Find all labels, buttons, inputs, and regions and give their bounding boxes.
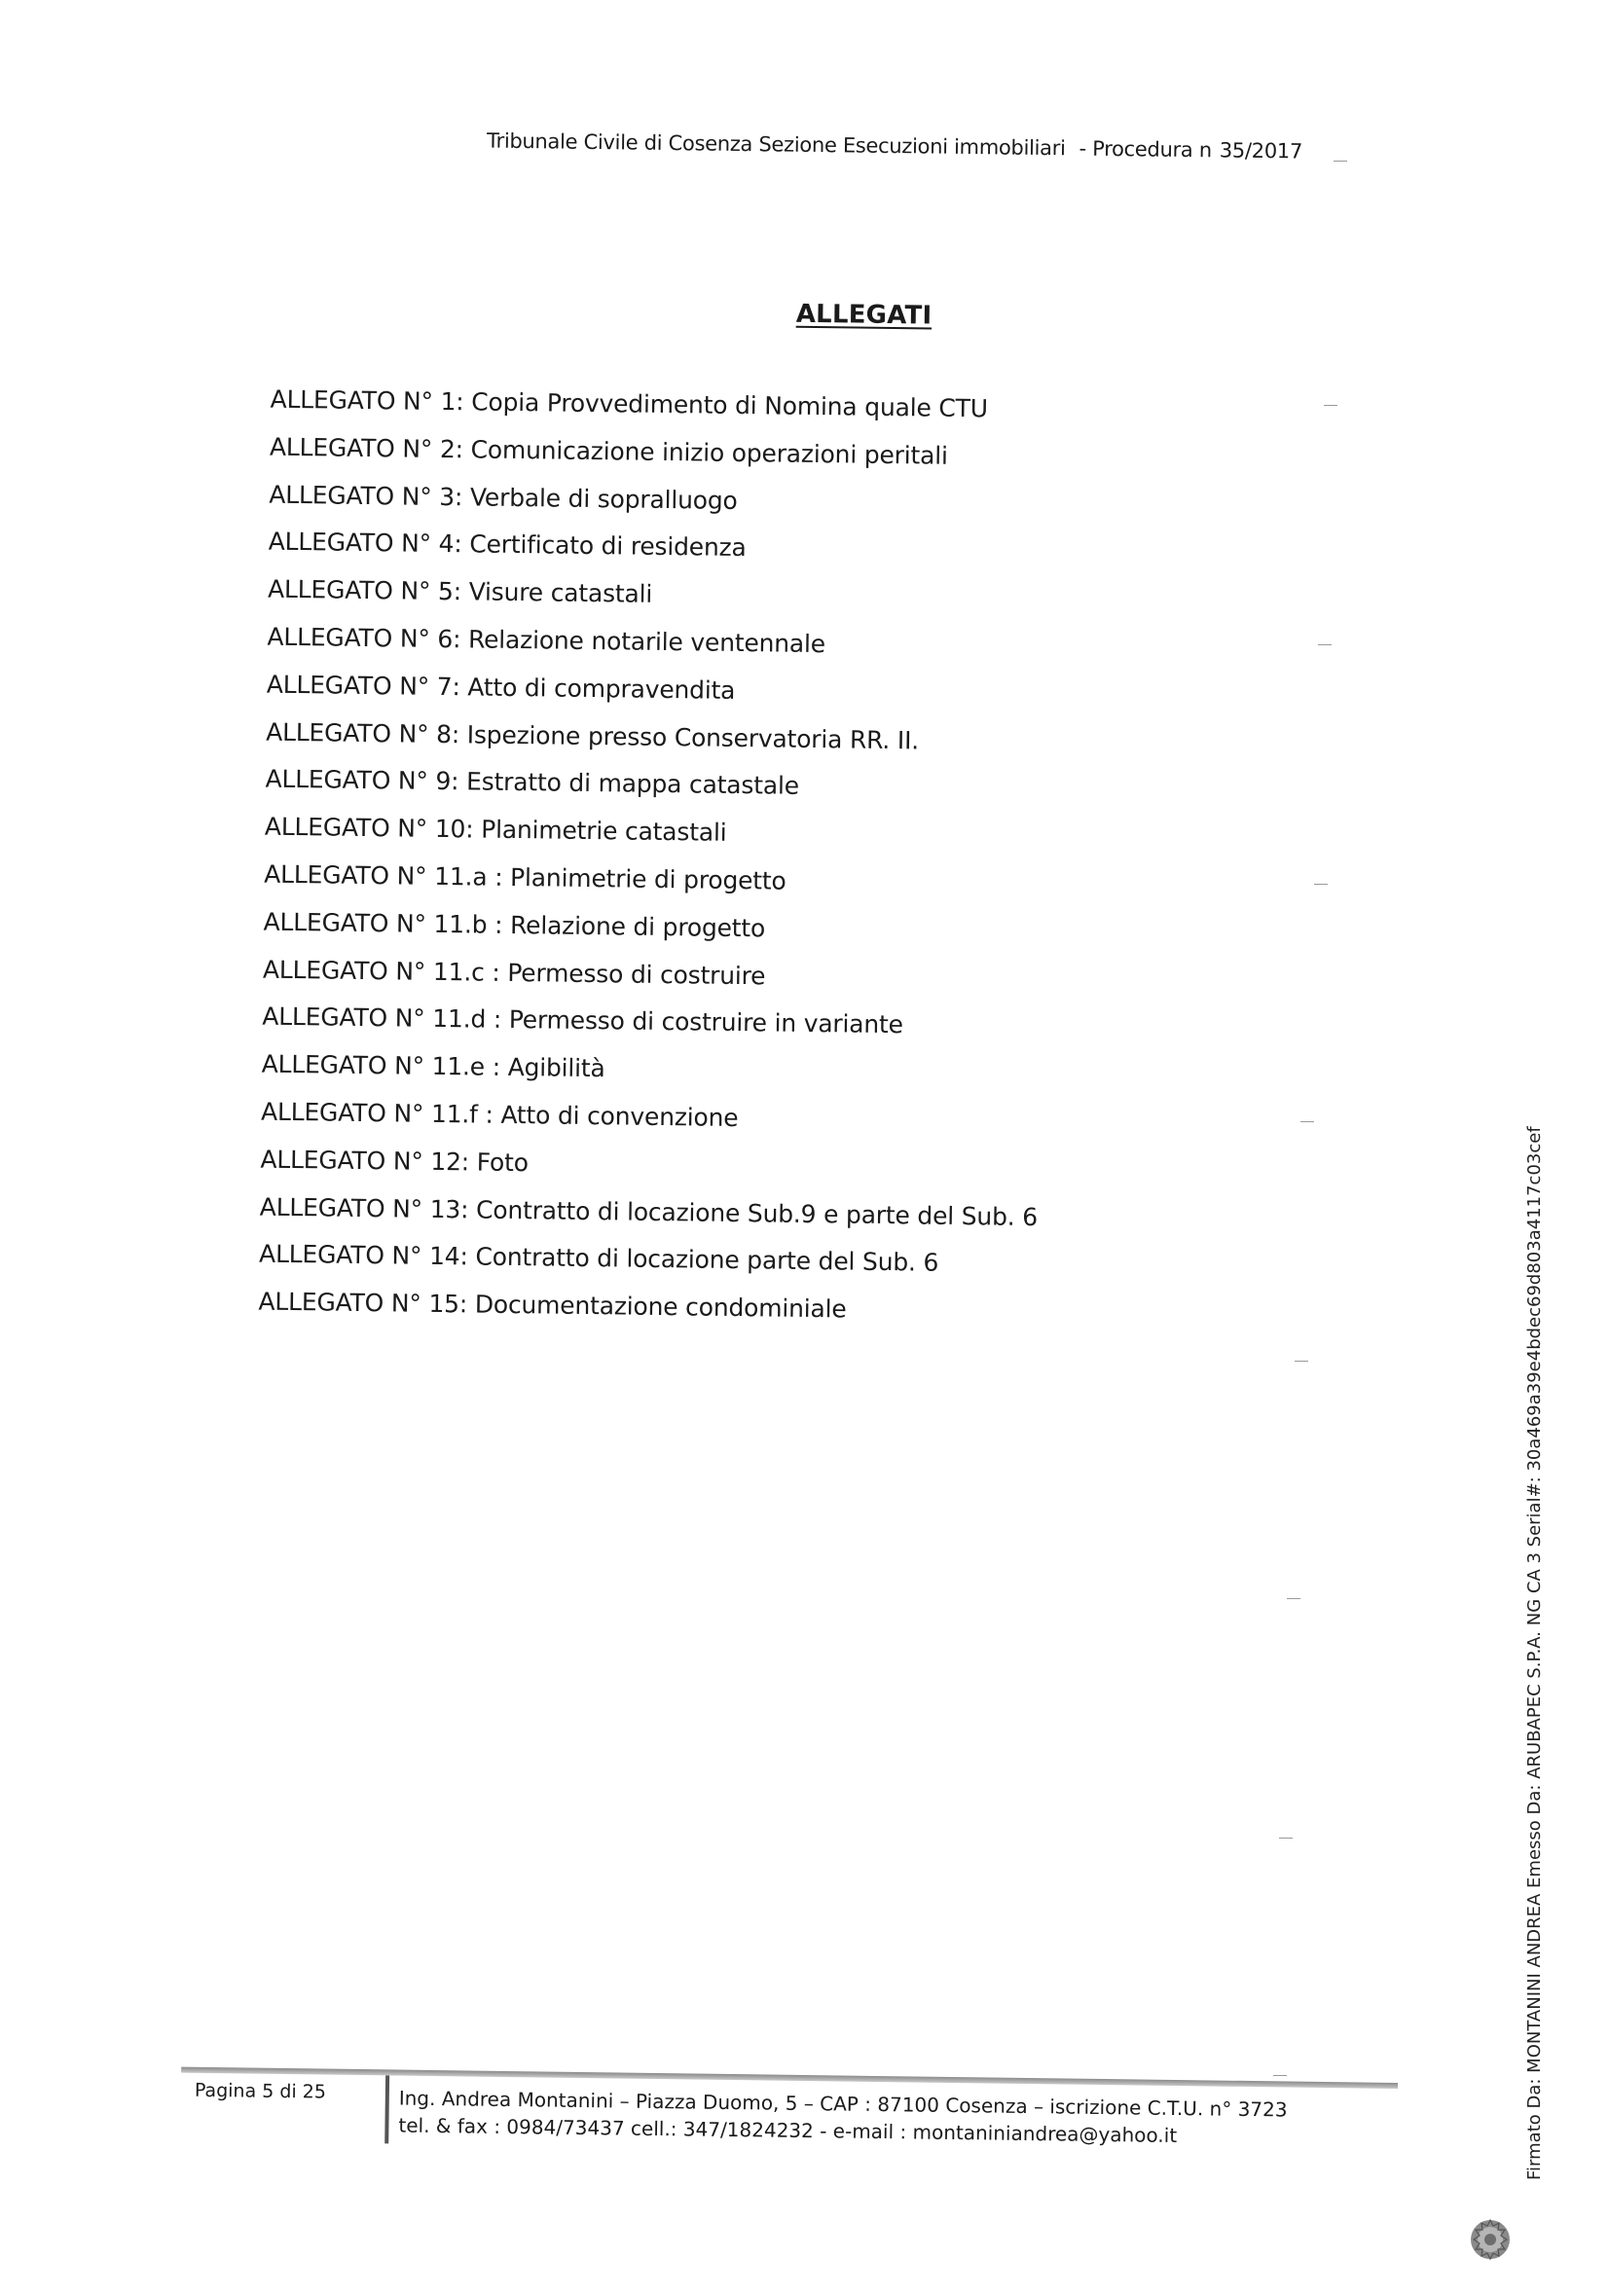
attachment-item: ALLEGATO N° 10: Planimetrie catastali <box>264 812 727 848</box>
attachment-item: ALLEGATO N° 11.b : Relazione di progetto <box>263 907 766 943</box>
attachment-item: ALLEGATO N° 6: Relazione notarile ventennale <box>267 622 826 659</box>
attachment-item: ALLEGATO N° 11.e : Agibilità <box>261 1049 605 1083</box>
page-title: ALLEGATI <box>795 299 932 331</box>
signature-seal-icon <box>1468 2217 1513 2262</box>
header-court: Tribunale Civile di Cosenza Sezione Esecuzioni immobiliari <box>486 128 1066 161</box>
attachment-item: ALLEGATO N° 11.d : Permesso di costruire in variante <box>262 1002 903 1039</box>
page-header <box>487 129 1302 164</box>
attachment-item: ALLEGATO N° 12: Foto <box>260 1145 530 1177</box>
attachment-item: ALLEGATO N° 4: Certificato di residenza <box>268 528 747 563</box>
attachment-item: ALLEGATO N° 14: Contratto di locazione parte del Sub. 6 <box>258 1239 939 1278</box>
header-procedure-number: 35/2017 <box>1219 138 1303 164</box>
footer-line-address: Ing. Andrea Montanini – Piazza Duomo, 5 – CAP : 87100 Cosenza – iscrizione C.T.U. n° 3723 <box>398 2086 1288 2122</box>
header-procedure-label: - Procedura n <box>1079 136 1212 163</box>
attachment-item: ALLEGATO N° 15: Documentazione condominiale <box>258 1287 847 1324</box>
digital-signature-note: Firmato Da: MONTANINI ANDREA Emesso Da: ARUBAPEC S.P.A. NG CA 3 Serial#: 30a469a39e4bdec69d803a4117c03cef <box>1524 1126 1545 2180</box>
attachment-item: ALLEGATO N° 7: Atto di compravendita <box>266 670 736 705</box>
attachment-item: ALLEGATO N° 2: Comunicazione inizio operazioni peritali <box>269 432 948 470</box>
footer-rule <box>181 2067 1398 2089</box>
footer-page-number: Pagina 5 di 25 <box>194 2079 327 2103</box>
attachment-item: ALLEGATO N° 11.f : Atto di convenzione <box>260 1097 739 1132</box>
footer-line-contacts: tel. & fax : 0984/73437 cell.: 347/1824232 - e-mail : montaniniandrea@yahoo.it <box>398 2113 1178 2148</box>
attachments-list <box>258 377 1048 1336</box>
attachment-item: ALLEGATO N° 9: Estratto di mappa catastale <box>265 765 800 801</box>
attachment-item: ALLEGATO N° 3: Verbale di sopralluogo <box>269 480 738 515</box>
attachment-item: ALLEGATO N° 11.c : Permesso di costruire <box>262 955 766 990</box>
attachment-item: ALLEGATO N° 1: Copia Provvedimento di Nomina quale CTU <box>270 384 989 423</box>
footer-divider <box>384 2075 389 2143</box>
attachment-item: ALLEGATO N° 5: Visure catastali <box>267 574 653 609</box>
attachment-item: ALLEGATO N° 11.a : Planimetrie di progetto <box>264 859 786 895</box>
attachment-item: ALLEGATO N° 8: Ispezione presso Conservatoria RR. II. <box>265 717 920 754</box>
footer-contact <box>398 2085 1287 2151</box>
attachment-item: ALLEGATO N° 13: Contratto di locazione Sub.9 e parte del Sub. 6 <box>259 1192 1039 1231</box>
